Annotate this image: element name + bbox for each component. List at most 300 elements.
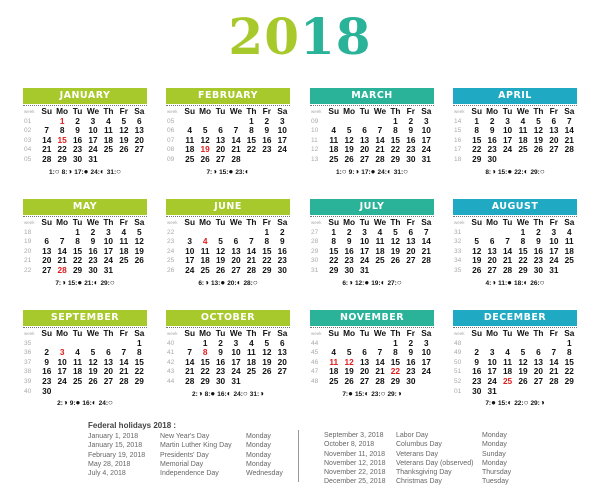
- holiday-weekday: Wednesday: [246, 470, 283, 478]
- day-cell: 23: [262, 145, 272, 155]
- day-cell: 25: [375, 256, 385, 266]
- day-cell: 11: [119, 237, 129, 247]
- empty-cell: [531, 387, 546, 397]
- empty-cell: [531, 339, 546, 349]
- empty-cell: [372, 339, 387, 349]
- day-cell: 13: [359, 135, 370, 145]
- federal-holidays-left: [88, 420, 306, 478]
- moon-date: 19:: [371, 279, 381, 287]
- week-number: 35: [24, 339, 32, 347]
- week-number: 47: [311, 368, 319, 376]
- day-cell: 2: [218, 338, 223, 348]
- weekday-label: Su: [471, 107, 483, 116]
- day-cell: 21: [564, 135, 574, 145]
- moon-phases: [453, 278, 577, 288]
- full-moon-icon: ○: [403, 166, 408, 176]
- day-cell: 14: [549, 357, 559, 367]
- weekday-label: Th: [103, 107, 114, 116]
- month-header: APRIL: [453, 88, 577, 104]
- weekday-label: Su: [471, 329, 483, 338]
- day-cell: 18: [375, 246, 385, 256]
- day-cell: 12: [200, 135, 210, 145]
- day-cell: 19: [344, 367, 354, 377]
- last-moon-icon: ◑: [396, 388, 402, 398]
- empty-cell: [197, 117, 212, 127]
- moon-phase-item: [205, 389, 216, 400]
- moon-phase-item: [342, 278, 353, 289]
- week-number: 23: [167, 238, 175, 246]
- weekday-label: Tu: [215, 329, 226, 338]
- week-number: 18: [454, 155, 462, 163]
- moon-phase-item: [498, 167, 512, 178]
- day-cell: 7: [187, 348, 193, 358]
- full-moon-icon: ○: [396, 277, 402, 287]
- weekday-label: Mo: [199, 218, 212, 227]
- day-cell: 12: [344, 135, 354, 145]
- day-cell: 8: [520, 237, 526, 247]
- day-cell: 18: [518, 135, 528, 145]
- weekday-label: Th: [246, 329, 257, 338]
- moon-phase-item: [485, 398, 496, 409]
- moon-phase-item: [387, 278, 401, 289]
- empty-cell: [182, 117, 197, 127]
- moon-date: 15:: [354, 390, 365, 398]
- empty-cell: [228, 117, 243, 127]
- day-cell: 9: [346, 237, 352, 247]
- year-digit: 8: [335, 7, 372, 66]
- day-cell: 9: [264, 126, 270, 136]
- week-number: 31: [454, 228, 462, 236]
- day-cell: 16: [42, 367, 52, 377]
- empty-cell: [469, 228, 484, 238]
- month-june: [166, 199, 290, 288]
- day-cell: 10: [487, 357, 497, 367]
- day-cell: 25: [185, 154, 195, 164]
- day-cell: 4: [202, 237, 208, 247]
- day-cell: 3: [362, 227, 367, 237]
- weekday-label: Fr: [262, 218, 271, 227]
- day-cell: 5: [218, 237, 223, 247]
- weekday-label: Fr: [406, 107, 415, 116]
- day-grid: [23, 329, 147, 396]
- moon-phase-item: [378, 167, 392, 178]
- day-cell: 12: [215, 246, 226, 256]
- day-cell: 30: [42, 386, 52, 396]
- day-cell: 23: [472, 376, 482, 386]
- day-cell: 19: [533, 135, 544, 145]
- day-cell: 15: [329, 246, 339, 256]
- dotted-divider: [310, 215, 434, 217]
- new-moon-icon: ●: [491, 398, 496, 408]
- day-cell: 15: [262, 246, 272, 256]
- moon-phase-item: [514, 167, 528, 178]
- day-cell: 21: [549, 367, 559, 377]
- weekday-label: Tu: [72, 107, 83, 116]
- day-cell: 28: [119, 376, 129, 386]
- day-cell: 13: [277, 348, 287, 358]
- day-cell: 19: [518, 367, 528, 377]
- weekday-label: Sa: [134, 107, 145, 116]
- day-cell: 5: [202, 126, 208, 136]
- day-cell: 7: [566, 116, 572, 126]
- day-cell: 26: [200, 154, 210, 164]
- moon-date: 29:: [100, 279, 110, 287]
- week-number: 28: [311, 238, 319, 246]
- day-cell: 21: [57, 256, 67, 266]
- weekday-label: We: [86, 329, 100, 338]
- day-cell: 11: [329, 135, 339, 145]
- empty-cell: [85, 387, 100, 397]
- moon-phases: [166, 278, 290, 288]
- moon-date: 11:: [498, 279, 508, 287]
- moon-date: 7:: [206, 168, 213, 176]
- moon-date: 23:: [235, 168, 245, 176]
- month-december: [453, 310, 577, 408]
- weekday-label: We: [86, 218, 100, 227]
- full-moon-icon: ○: [341, 166, 347, 176]
- empty-cell: [562, 155, 577, 165]
- day-cell: 7: [44, 126, 50, 136]
- moon-date: 15:: [497, 400, 508, 408]
- day-cell: 18: [185, 145, 195, 155]
- day-cell: 23: [406, 367, 416, 377]
- moon-phase-item: [91, 167, 105, 178]
- week-number: 22: [167, 228, 175, 236]
- day-cell: 28: [564, 145, 574, 155]
- new-moon-icon: ●: [507, 277, 512, 287]
- day-cell: 19: [88, 367, 98, 377]
- day-cell: 7: [423, 227, 429, 237]
- week-number: 51: [454, 368, 462, 376]
- day-cell: 9: [489, 126, 495, 136]
- week-number: 32: [454, 238, 462, 246]
- day-cell: 25: [564, 256, 574, 266]
- day-cell: 12: [472, 246, 482, 256]
- moon-phase-item: [99, 398, 113, 409]
- weekday-label: Sa: [134, 329, 145, 338]
- week-label: week: [311, 331, 322, 336]
- moon-phase-item: [55, 278, 66, 289]
- new-moon-icon: ●: [220, 277, 226, 287]
- day-cell: 24: [487, 376, 497, 386]
- empty-cell: [500, 387, 515, 397]
- moon-date: 15:: [497, 168, 508, 176]
- day-cell: 15: [518, 246, 528, 256]
- day-cell: 26: [344, 154, 354, 164]
- day-cell: 6: [233, 237, 239, 247]
- moon-phase-item: [243, 278, 257, 289]
- dotted-divider: [166, 215, 290, 217]
- weekday-label: Su: [184, 329, 196, 338]
- moon-date: 1:: [49, 168, 55, 176]
- dotted-divider: [23, 104, 147, 106]
- day-cell: 15: [472, 135, 482, 145]
- day-cell: 11: [329, 357, 339, 367]
- weekday-label: Sa: [421, 107, 432, 116]
- day-cell: 26: [518, 376, 528, 386]
- day-cell: 27: [103, 376, 114, 386]
- day-grid: [310, 329, 434, 387]
- holiday-row: [88, 441, 306, 450]
- empty-cell: [259, 377, 274, 387]
- day-cell: 28: [502, 265, 513, 275]
- empty-cell: [213, 117, 228, 127]
- moon-phases: [23, 398, 147, 408]
- day-cell: 4: [121, 227, 127, 237]
- week-number: 10: [311, 127, 319, 135]
- day-cell: 30: [487, 154, 497, 164]
- day-cell: 14: [231, 135, 241, 145]
- empty-cell: [54, 339, 69, 349]
- day-cell: 14: [564, 126, 574, 136]
- empty-cell: [515, 339, 530, 349]
- week-number: 14: [454, 117, 462, 125]
- weekday-label: Tu: [72, 218, 83, 227]
- moon-date: 22:: [514, 400, 524, 408]
- week-number: 48: [454, 339, 462, 347]
- moon-phases: [23, 167, 147, 177]
- day-cell: 1: [393, 338, 398, 348]
- day-cell: 28: [185, 376, 195, 386]
- weekday-label: Fr: [549, 107, 558, 116]
- weekday-label: We: [373, 218, 387, 227]
- moon-phase-item: [342, 389, 353, 400]
- empty-cell: [341, 117, 356, 127]
- moon-date: 4:: [485, 279, 492, 287]
- day-cell: 18: [119, 246, 129, 256]
- day-cell: 17: [359, 246, 370, 256]
- moon-phase-item: [485, 167, 496, 178]
- week-number: 15: [454, 127, 462, 135]
- first-moon-icon: ◐: [364, 388, 370, 398]
- day-cell: 25: [502, 376, 513, 386]
- day-cell: 31: [88, 154, 98, 164]
- moon-phases: [453, 398, 577, 408]
- day-cell: 24: [103, 256, 114, 266]
- day-cell: 14: [42, 135, 52, 145]
- day-cell: 24: [185, 265, 195, 275]
- week-number: 49: [454, 349, 462, 357]
- day-cell: 10: [549, 237, 559, 247]
- day-cell: 15: [200, 357, 210, 367]
- day-cell: 5: [136, 227, 142, 237]
- last-moon-icon: ◑: [197, 388, 203, 398]
- day-cell: 27: [134, 145, 144, 155]
- day-cell: 30: [406, 154, 416, 164]
- day-cell: 2: [489, 116, 495, 126]
- week-number: 26: [167, 266, 175, 274]
- day-cell: 7: [59, 237, 65, 247]
- day-cell: 3: [505, 116, 510, 126]
- federal-holidays-title: Federal holidays 2018 :: [88, 421, 177, 430]
- day-cell: 21: [375, 145, 385, 155]
- holiday-weekday: Tuesday: [482, 478, 509, 486]
- empty-cell: [419, 377, 434, 387]
- day-cell: 31: [359, 265, 370, 275]
- weekday-label: Mo: [486, 218, 499, 227]
- moon-phase-item: [530, 167, 544, 178]
- empty-cell: [101, 387, 116, 397]
- day-cell: 21: [231, 145, 241, 155]
- weekday-label: Tu: [502, 218, 513, 227]
- moon-date: 18:: [514, 279, 524, 287]
- moon-date: 16:: [217, 390, 227, 398]
- day-cell: 22: [72, 256, 83, 266]
- day-cell: 14: [185, 357, 195, 367]
- week-number: 06: [167, 127, 175, 135]
- full-moon-icon: ○: [380, 388, 386, 398]
- day-cell: 16: [472, 367, 482, 377]
- day-cell: 26: [533, 145, 544, 155]
- empty-cell: [500, 339, 515, 349]
- full-moon-icon: ○: [539, 277, 545, 287]
- weekday-label: Fr: [119, 218, 128, 227]
- day-cell: 23: [406, 145, 416, 155]
- full-moon-icon: ○: [539, 166, 545, 176]
- day-cell: 4: [331, 126, 337, 136]
- day-cell: 4: [377, 227, 383, 237]
- full-moon-icon: ○: [523, 398, 529, 408]
- week-number: 40: [167, 339, 175, 347]
- empty-cell: [469, 339, 484, 349]
- moon-date: 17:: [361, 168, 371, 176]
- first-moon-icon: ◐: [507, 398, 513, 408]
- day-cell: 12: [533, 126, 544, 136]
- day-cell: 3: [187, 237, 193, 247]
- week-number: 01: [24, 117, 32, 125]
- day-cell: 6: [44, 237, 50, 247]
- week-number: 50: [454, 358, 462, 366]
- day-cell: 9: [536, 237, 541, 247]
- day-cell: 12: [390, 237, 401, 247]
- day-cell: 10: [359, 237, 370, 247]
- week-number: 24: [167, 247, 175, 255]
- day-cell: 5: [393, 227, 398, 237]
- day-cell: 20: [134, 135, 144, 145]
- day-cell: 26: [390, 256, 401, 266]
- week-label: week: [454, 331, 465, 336]
- day-cell: 22: [134, 367, 144, 377]
- week-number: 18: [24, 228, 32, 236]
- moon-date: 31:: [249, 390, 260, 398]
- moon-date: 21:: [84, 279, 94, 287]
- day-cell: 8: [393, 348, 398, 358]
- dotted-divider: [453, 215, 577, 217]
- weekday-label: We: [516, 218, 530, 227]
- day-cell: 11: [185, 135, 195, 145]
- day-cell: 26: [134, 256, 144, 266]
- day-cell: 27: [277, 367, 287, 377]
- weekday-label: Su: [471, 218, 483, 227]
- day-cell: 22: [246, 145, 257, 155]
- moon-phase-item: [371, 278, 385, 289]
- day-cell: 13: [533, 357, 544, 367]
- day-cell: 14: [246, 246, 257, 256]
- moon-phase-item: [227, 278, 241, 289]
- empty-cell: [357, 339, 372, 349]
- day-cell: 5: [520, 348, 526, 358]
- week-number: 42: [167, 358, 175, 366]
- moon-phase-item: [62, 167, 73, 178]
- day-cell: 15: [72, 246, 83, 256]
- holiday-row: [324, 459, 542, 468]
- day-cell: 17: [549, 246, 559, 256]
- week-number: 22: [24, 266, 32, 274]
- day-cell: 5: [121, 116, 127, 126]
- weekday-label: Fr: [549, 329, 558, 338]
- empty-cell: [326, 339, 341, 349]
- day-cell: 28: [57, 265, 67, 275]
- holiday-name: Martin Luther King Day: [160, 442, 232, 450]
- holiday-weekday: Thursday: [482, 469, 512, 477]
- day-cell: 26: [215, 265, 226, 275]
- moon-phase-item: [192, 389, 203, 400]
- dotted-divider: [23, 326, 147, 328]
- day-cell: 9: [474, 357, 480, 367]
- last-moon-icon: ◑: [491, 277, 497, 287]
- holiday-name: Labor Day: [396, 432, 429, 439]
- week-number: 07: [167, 136, 175, 144]
- day-cell: 29: [390, 154, 401, 164]
- month-header: JANUARY: [23, 88, 147, 104]
- day-cell: 2: [536, 227, 541, 237]
- holiday-date: October 8, 2018: [324, 441, 375, 449]
- day-cell: 8: [474, 126, 480, 136]
- month-header: NOVEMBER: [310, 310, 434, 326]
- day-cell: 27: [549, 145, 559, 155]
- empty-cell: [182, 228, 197, 238]
- weekday-label: Th: [390, 329, 401, 338]
- day-cell: 17: [421, 357, 431, 367]
- day-cell: 19: [344, 145, 354, 155]
- moon-phase-item: [235, 167, 249, 178]
- first-moon-icon: ◐: [91, 398, 97, 408]
- day-cell: 5: [346, 348, 352, 358]
- month-november: [310, 310, 434, 399]
- empty-cell: [213, 228, 228, 238]
- day-cell: 2: [264, 116, 270, 126]
- day-cell: 29: [390, 376, 401, 386]
- moon-date: 24:: [98, 400, 109, 408]
- moon-phase-item: [82, 398, 96, 409]
- day-cell: 31: [103, 265, 114, 275]
- day-cell: 6: [218, 126, 223, 136]
- holiday-date: November 22, 2018: [324, 469, 386, 477]
- moon-phase-item: [217, 389, 231, 400]
- day-cell: 9: [408, 348, 414, 358]
- moon-phase-item: [514, 398, 528, 409]
- day-cell: 2: [44, 348, 50, 358]
- dotted-divider: [166, 326, 290, 328]
- dotted-divider: [166, 104, 290, 106]
- moon-phase-item: [355, 278, 369, 289]
- empty-cell: [419, 266, 434, 276]
- empty-cell: [132, 155, 147, 165]
- new-moon-icon: ●: [75, 398, 81, 408]
- dotted-divider: [453, 326, 577, 328]
- empty-cell: [500, 228, 515, 238]
- holiday-row: [324, 440, 542, 449]
- day-cell: 14: [119, 357, 129, 367]
- weekday-label: Su: [41, 218, 53, 227]
- week-label: week: [24, 109, 35, 114]
- day-grid: [310, 218, 434, 276]
- weekday-label: Su: [184, 107, 196, 116]
- holiday-row: [88, 469, 306, 478]
- weekday-label: Mo: [199, 107, 212, 116]
- day-cell: 1: [331, 227, 337, 237]
- empty-cell: [197, 228, 212, 238]
